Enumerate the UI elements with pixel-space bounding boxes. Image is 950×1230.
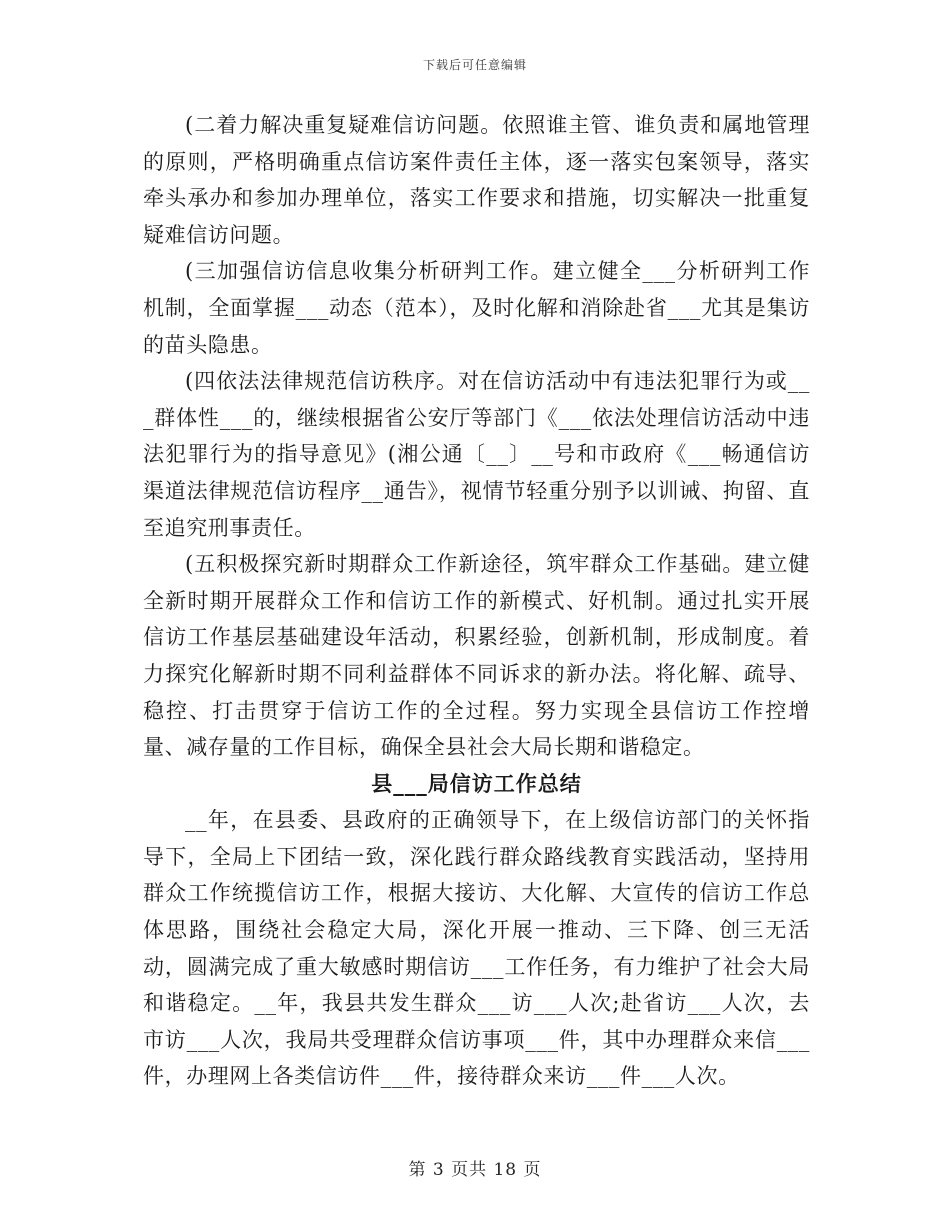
- paragraph-item-3: (三加强信访信息收集分析研判工作。建立健全___分析研判工作机制，全面掌握___动态（范本），及时化解和消除赴省___尤其是集访的苗头隐患。: [143, 259, 810, 357]
- paragraph-item-2: (二着力解决重复疑难信访问题。依照谁主管、谁负责和属地管理的原则，严格明确重点信访案件责任主体，逐一落实包案领导，落实牵头承办和参加办理单位，落实工作要求和措施，切实解决一批重复疑难信访问题。: [143, 113, 810, 247]
- paragraph-summary-intro: __年，在县委、县政府的正确领导下，在上级信访部门的关怀指导下，全局上下团结一致，深化践行群众路线教育实践活动，坚持用群众工作统揽信访工作，根据大接访、大化解、大宣传的信访工作总体思路，围绕社会稳定大局，深化开展一推动、三下降、创三无活动，圆满完成了重大敏感时期信访___工作任务，有力维护了社会大局和谐稳定。__年，我县共发生群众___访___人次;赴省访___人次，去市访___人次，我局共受理群众信访事项___件，其中办理群众来信___件，办理网上各类信访件___件，接待群众来访___件___人次。: [143, 808, 810, 1089]
- section-title: 县___局信访工作总结: [371, 770, 582, 796]
- page-number: 第 3 页共 18 页: [408, 1160, 542, 1180]
- document-body: [143, 107, 810, 1095]
- header-note: 下载后可任意编辑: [422, 58, 527, 72]
- paragraph-item-5: (五积极探究新时期群众工作新途径，筑牢群众工作基础。建立健全新时期开展群众工作和信访工作的新模式、好机制。通过扎实开展信访工作基层基础建设年活动，积累经验，创新机制，形成制度。着力探究化解新时期不同利益群体不同诉求的新办法。将化解、疏导、稳控、打击贯穿于信访工作的全过程。努力实现全县信访工作控增量、减存量的工作目标，确保全县社会大局长期和谐稳定。: [143, 552, 810, 760]
- paragraph-item-4: (四依法法律规范信访秩序。对在信访活动中有违法犯罪行为或___群体性___的，继续根据省公安厅等部门《___依法处理信访活动中违法犯罪行为的指导意见》(湘公通〔__〕__号和市政府《___畅通信访渠道法律规范信访程序__通告》，视情节轻重分别予以训诫、拘留、直至追究刑事责任。: [143, 369, 810, 540]
